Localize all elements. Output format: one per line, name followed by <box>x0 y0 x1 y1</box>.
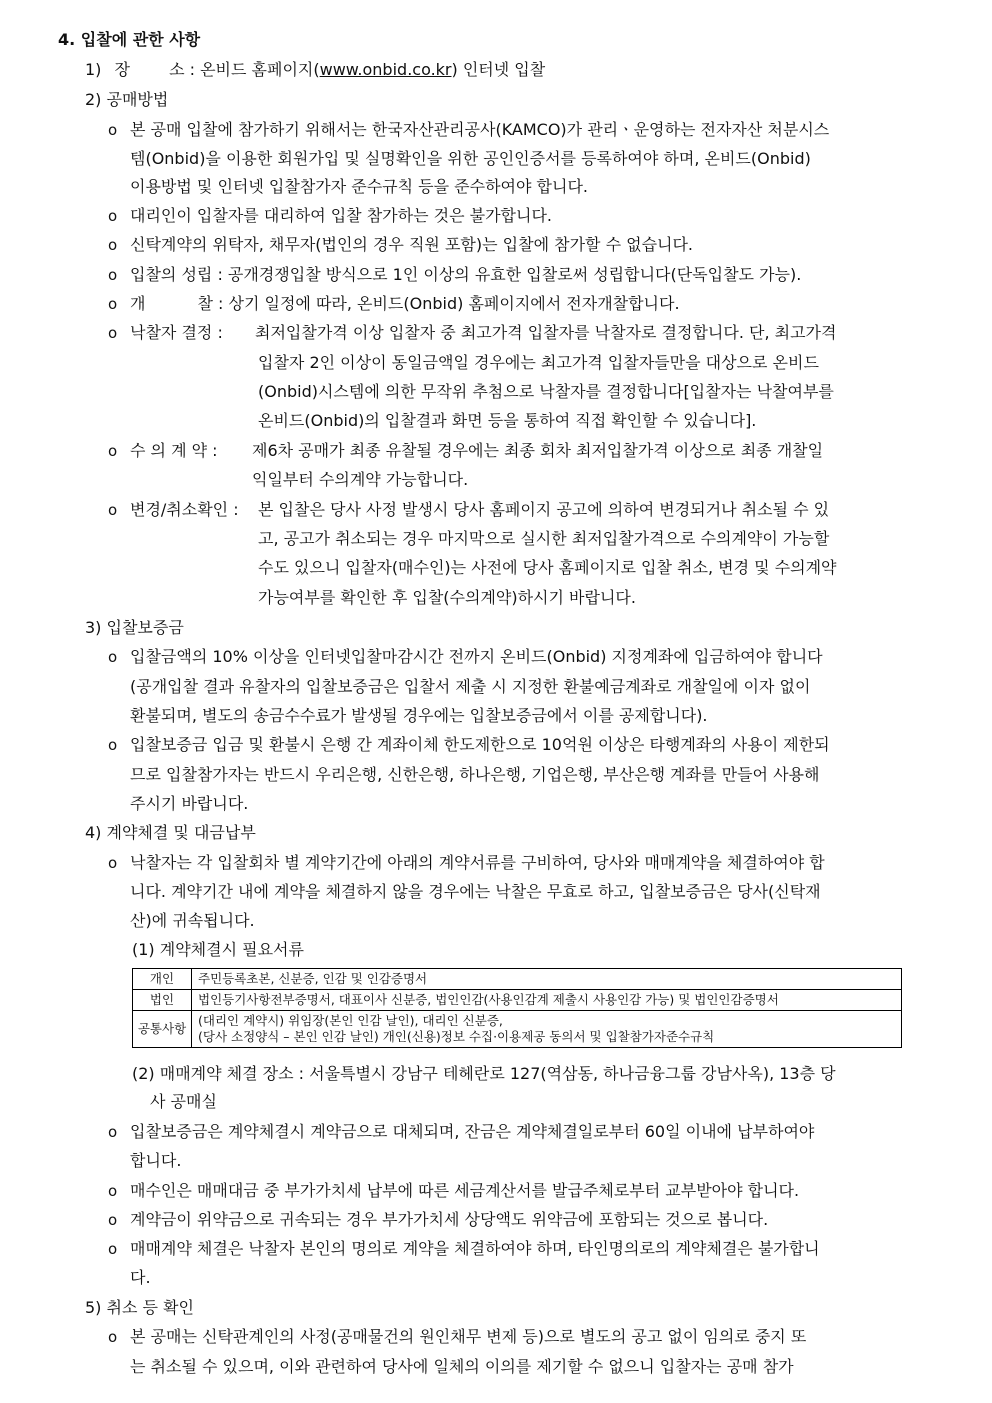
bullet-icon: o <box>108 207 118 225</box>
table-cell: 법인등기사항전부증명서, 대표이사 신분증, 법인인감(사용인감계 제출시 사용인감 가능) 및 법인인감증명서 <box>192 990 902 1011</box>
item-2-title: 2) 공매방법 <box>85 90 169 109</box>
paragraph-line: 본 입찰은 당사 사정 발생시 당사 홈페이지 공고에 의하여 변경되거나 취소될 수 있 <box>258 500 830 519</box>
bullet-icon: o <box>108 121 118 139</box>
item-5-title: 5) 취소 등 확인 <box>85 1298 194 1317</box>
paragraph-line: 므로 입찰참가자는 반드시 우리은행, 신한은행, 하나은행, 기업은행, 부산은행 계좌를 만들어 사용해 <box>130 765 820 784</box>
bullet-icon: o <box>108 236 118 254</box>
paragraph-line: 다. <box>130 1268 151 1287</box>
label-text: 찰 : 상기 일정에 따라, 온비드(Onbid) 홈페이지에서 전자개찰합니다. <box>197 294 680 313</box>
paragraph-line: 익일부터 수의계약 가능합니다. <box>252 470 469 489</box>
bullet-icon: o <box>108 1211 118 1229</box>
paragraph-line: 는 취소될 수 있으며, 이와 관련하여 당사에 일체의 이의를 제기할 수 없으니 입찰자는 공매 참가 <box>130 1357 794 1376</box>
item-1-place <box>85 60 545 80</box>
paragraph-line: 신탁계약의 위탁자, 채무자(법인의 경우 직원 포함)는 입찰에 참가할 수 없습니다. <box>130 235 694 254</box>
subheading: (1) 계약체결시 필요서류 <box>132 940 304 959</box>
table-cell-line: (당사 소정양식 – 본인 인감 날인) 개인(신용)정보 수집·이용제공 동의서 및 입찰참가자준수규칙 <box>198 1029 715 1044</box>
item-text: ) 인터넷 입찰 <box>451 60 546 79</box>
paragraph-line: (공개입찰 결과 유찰자의 입찰보증금은 입찰서 제출 시 지정한 환불예금계좌로 개찰일에 이자 없이 <box>130 677 811 696</box>
item-4-title: 4) 계약체결 및 대금납부 <box>85 823 256 842</box>
table-cell-head: 개인 <box>133 969 192 990</box>
bullet-icon: o <box>108 324 118 342</box>
paragraph-line: 산)에 귀속됩니다. <box>130 911 255 930</box>
paragraph-line: 본 공매 입찰에 참가하기 위해서는 한국자산관리공사(KAMCO)가 관리ㆍ운영하는 전자자산 처분시스 <box>130 120 830 139</box>
paragraph-line: 매매계약 체결은 낙찰자 본인의 명의로 계약을 체결하여야 하며, 타인명의로의 계약체결은 불가합니 <box>130 1239 820 1258</box>
bullet-icon: o <box>108 501 118 519</box>
bullet-icon: o <box>108 1240 118 1258</box>
bullet-icon: o <box>108 1182 118 1200</box>
paragraph-line: 입찰금액의 10% 이상을 인터넷입찰마감시간 전까지 온비드(Onbid) 지정계좌에 입금하여야 합니다 <box>130 647 823 666</box>
paragraph-line: 가능여부를 확인한 후 입찰(수의계약)하시기 바랍니다. <box>258 588 636 607</box>
paragraph-line: 합니다. <box>130 1151 182 1170</box>
table-cell-line: (대리인 계약시) 위임장(본인 인감 날인), 대리인 신분증, <box>198 1013 503 1028</box>
label-text: 수 의 계 약 : <box>130 441 218 460</box>
bullet-icon: o <box>108 1123 118 1141</box>
paragraph-line: (Onbid)시스템에 의한 무작위 추첨으로 낙찰자를 결정합니다[입찰자는 낙찰여부를 <box>258 382 834 401</box>
item-text: 소 : 온비드 홈페이지( <box>169 60 320 79</box>
paragraph-line: 수도 있으니 입찰자(매수인)는 사전에 당사 홈페이지로 입찰 취소, 변경 및 수의계약 <box>258 558 837 577</box>
paragraph-line: 대리인이 입찰자를 대리하여 입찰 참가하는 것은 불가합니다. <box>130 206 553 225</box>
paragraph-line: 이용방법 및 인터넷 입찰참가자 준수규칙 등을 준수하여야 합니다. <box>130 177 589 196</box>
table-cell-head: 공통사항 <box>133 1011 192 1048</box>
paragraph-line: 입찰의 성립 : 공개경쟁입찰 방식으로 1인 이상의 유효한 입찰로써 성립합니다(단독입찰도 가능). <box>130 265 802 284</box>
table-cell <box>192 1011 902 1048</box>
label-text: 낙찰자 결정 : <box>130 323 223 342</box>
bullet-icon: o <box>108 442 118 460</box>
bullet-icon: o <box>108 1328 118 1346</box>
paragraph-line: 환불되며, 별도의 송금수수료가 발생될 경우에는 입찰보증금에서 이를 공제합니다). <box>130 706 708 725</box>
paragraph-line: 입찰보증금은 계약체결시 계약금으로 대체되며, 잔금은 계약체결일로부터 60일 이내에 납부하여야 <box>130 1122 815 1141</box>
paragraph-line: 온비드(Onbid)의 입찰결과 화면 등을 통하여 직접 확인할 수 있습니다]. <box>258 411 757 430</box>
bullet-icon: o <box>108 648 118 666</box>
label-text: 변경/취소확인 : <box>130 500 239 519</box>
paragraph-line: 템(Onbid)을 이용한 회원가입 및 실명확인을 위한 공인인증서를 등록하여야 하며, 온비드(Onbid) <box>130 149 811 168</box>
item-label: 장 <box>114 60 130 79</box>
paragraph-line: 계약금이 위약금으로 귀속되는 경우 부가가치세 상당액도 위약금에 포함되는 것으로 봅니다. <box>130 1210 769 1229</box>
bullet-icon: o <box>108 854 118 872</box>
bullet-icon: o <box>108 266 118 284</box>
paragraph-line: 고, 공고가 취소되는 경우 마지막으로 실시한 최저입찰가격으로 수의계약이 가능할 <box>258 529 830 548</box>
onbid-link[interactable]: www.onbid.co.kr <box>319 60 452 79</box>
label-text: 개 <box>130 294 146 313</box>
table-row <box>133 969 902 990</box>
required-documents-table <box>132 968 902 1048</box>
paragraph-line: 입찰보증금 입금 및 환불시 은행 간 계좌이체 한도제한으로 10억원 이상은 타행계좌의 사용이 제한되 <box>130 735 830 754</box>
item-number: 1) <box>85 60 102 79</box>
paragraph-line: 니다. 계약기간 내에 계약을 체결하지 않을 경우에는 낙찰은 무효로 하고, 입찰보증금은 당사(신탁재 <box>130 882 821 901</box>
paragraph-line: 매수인은 매매대금 중 부가가치세 납부에 따른 세금계산서를 발급주체로부터 교부받아야 합니다. <box>130 1181 800 1200</box>
table-row <box>133 1011 902 1048</box>
item-3-title: 3) 입찰보증금 <box>85 618 184 637</box>
paragraph-line <box>130 294 680 314</box>
bullet-icon: o <box>108 736 118 754</box>
bullet-icon: o <box>108 295 118 313</box>
table-cell: 주민등록초본, 신분증, 인감 및 인감증명서 <box>192 969 902 990</box>
table-cell-head: 법인 <box>133 990 192 1011</box>
paragraph-line: 본 공매는 신탁관계인의 사정(공매물건의 원인채무 변제 등)으로 별도의 공고 없이 임의로 중지 또 <box>130 1327 807 1346</box>
section-title: 4. 입찰에 관한 사항 <box>58 30 201 49</box>
paragraph-line: 사 공매실 <box>150 1092 217 1111</box>
paragraph-line: 제6차 공매가 최종 유찰될 경우에는 최종 회차 최저입찰가격 이상으로 최종 개찰일 <box>252 441 824 460</box>
paragraph-line: 입찰자 2인 이상이 동일금액일 경우에는 최고가격 입찰자들만을 대상으로 온비드 <box>258 353 819 372</box>
paragraph-line: 주시기 바랍니다. <box>130 794 249 813</box>
table-row <box>133 990 902 1011</box>
paragraph-line: 최저입찰가격 이상 입찰자 중 최고가격 입찰자를 낙찰자로 결정합니다. 단, 최고가격 <box>255 323 837 342</box>
paragraph-line: (2) 매매계약 체결 장소 : 서울특별시 강남구 테헤란로 127(역삼동, 하나금융그룹 강남사옥), 13층 당 <box>132 1064 836 1083</box>
paragraph-line: 낙찰자는 각 입찰회차 별 계약기간에 아래의 계약서류를 구비하여, 당사와 매매계약을 체결하여야 합 <box>130 853 825 872</box>
